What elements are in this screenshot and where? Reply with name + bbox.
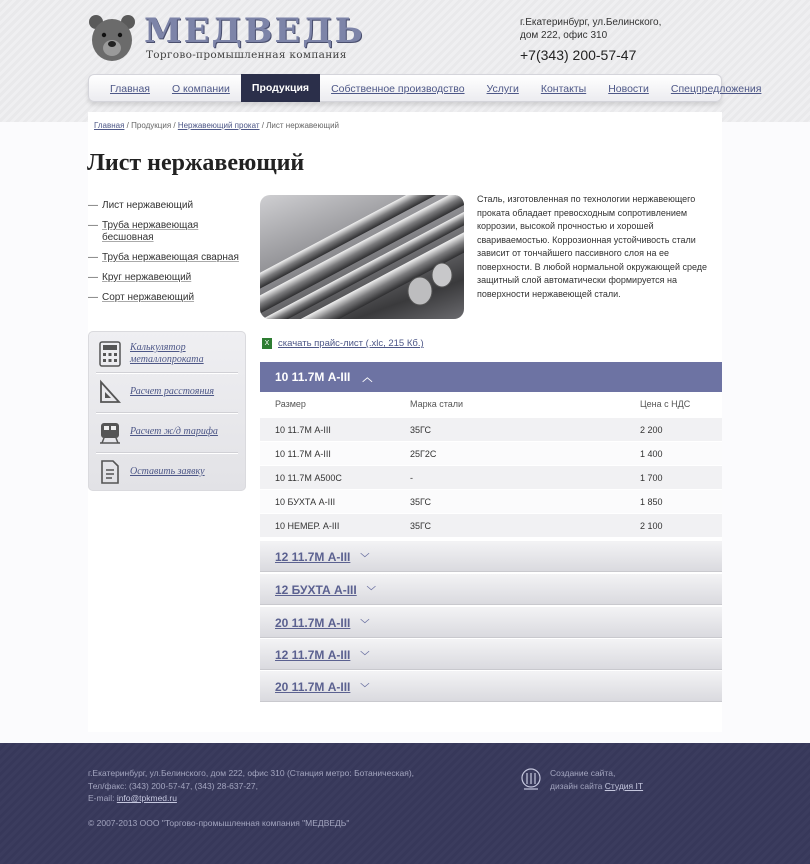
sidebar-item-round[interactable]: [88, 272, 248, 284]
breadcrumb-current: Лист нержавеющий: [266, 121, 340, 130]
nav-item-home[interactable]: Главная: [110, 83, 150, 95]
sidebar-menu: [88, 200, 248, 312]
chevron-down-icon: ﹀: [360, 553, 370, 563]
studio-design-label: дизайн сайта: [550, 780, 605, 791]
dash-icon: —: [88, 292, 98, 303]
calculator-tool[interactable]: [98, 341, 220, 367]
dash-icon: —: [88, 252, 98, 263]
breadcrumb-separator: /: [124, 121, 132, 130]
header-contacts: [520, 16, 670, 63]
sidebar-item-label: Труба нержавеющая бесшовная: [102, 220, 199, 243]
chevron-down-icon: ﹀: [360, 619, 370, 629]
column-header: Цена с НДС: [640, 399, 691, 409]
train-icon: [98, 419, 122, 445]
divider: [96, 453, 238, 454]
breadcrumb-home[interactable]: Главная: [94, 121, 125, 130]
sidebar-item-welded-pipe[interactable]: [88, 252, 248, 264]
nav-item-contacts[interactable]: Контакты: [540, 83, 587, 95]
accordion-header-closed[interactable]: [260, 606, 722, 638]
accordion-header-closed[interactable]: [260, 638, 722, 670]
header-address: [520, 16, 670, 42]
sidebar-item-sort[interactable]: [88, 292, 248, 304]
column-header: Размер: [275, 399, 306, 409]
accordion-title: 20 11.7М А-III: [275, 616, 351, 630]
ruler-triangle-icon: [98, 379, 122, 405]
distance-tool[interactable]: [98, 379, 214, 405]
footer-email-link[interactable]: info@tpkmed.ru: [116, 793, 177, 803]
product-image: [260, 195, 464, 319]
table-row: [260, 490, 722, 514]
cell-price: 1 850: [640, 497, 663, 507]
tools-panel: [88, 331, 246, 491]
product-description: Сталь, изготовленная по технологии нержавеющего проката обладает превосходным сопротивлением коррозии, высокой прочностью и хорошей свариваемостью. Коррозионная устойчивость стали зависит от тончайшего пассивного слоя на ее поверхности. В любой нормальной окружающей среде защитный слой автоматически формируется на поверхности нержавеющей стали.: [477, 194, 708, 299]
accordion-title: 12 БУХТА А-III: [275, 583, 357, 597]
page-title: Лист нержавеющий: [87, 150, 305, 176]
request-tool[interactable]: [98, 459, 205, 485]
footer-email-line: [88, 792, 488, 805]
divider: [96, 373, 238, 374]
accordion-header-closed[interactable]: [260, 670, 722, 702]
breadcrumb-category[interactable]: Нержавеющий прокат: [177, 121, 260, 130]
dash-icon: —: [88, 272, 98, 283]
footer-address: г.Екатеринбург, ул.Белинского, дом 222, офис 310 (Станция метро: Ботаническая),: [88, 768, 415, 778]
cell-size: 10 11.7М А-III: [275, 449, 331, 459]
table-header: [260, 392, 722, 418]
calculator-icon: [98, 341, 122, 367]
footer: [0, 743, 810, 864]
rail-tariff-link: Расчет ж/д тарифа: [130, 426, 218, 437]
divider: [96, 413, 238, 414]
cell-price: 1 400: [640, 449, 663, 459]
chevron-down-icon: ﹀: [366, 586, 376, 596]
footer-email-label: E-mail:: [88, 793, 117, 803]
bear-logo-icon: [86, 12, 138, 64]
studio-credit: [520, 767, 643, 793]
price-table: [260, 392, 722, 538]
download-price-list[interactable]: [262, 338, 424, 349]
cell-price: 1 700: [640, 473, 663, 483]
table-row: [260, 514, 722, 538]
table-row: [260, 442, 722, 466]
sidebar-item-label: Сорт нержавеющий: [102, 292, 195, 303]
cell-grade: 35ГС: [410, 425, 431, 435]
logo-title: МЕДВЕДЬ: [144, 11, 365, 51]
breadcrumb-separator: /: [171, 121, 178, 130]
accordion-header-closed[interactable]: [260, 540, 722, 572]
cell-grade: 25Г2С: [410, 449, 437, 459]
cell-grade: 35ГС: [410, 497, 431, 507]
address-line-2: дом 222, офис 310: [520, 30, 608, 41]
footer-phones: Тел/факс: (343) 200-57-47, (343) 28-637-27,: [88, 780, 258, 791]
address-line-1: г.Екатеринбург, ул.Белинского,: [520, 17, 662, 28]
footer-contacts: [88, 767, 488, 805]
studio-text: [550, 767, 643, 793]
studio-line-1: Создание сайта,: [550, 768, 616, 778]
cell-grade: -: [410, 473, 413, 483]
cell-size: 10 БУХТА А-III: [275, 497, 336, 507]
column-header: Марка стали: [410, 399, 464, 409]
sidebar-item-label: Круг нержавеющий: [102, 272, 192, 283]
nav-item-offers[interactable]: Спецпредложения: [670, 83, 762, 95]
nav-item-products[interactable]: Продукция: [241, 74, 320, 102]
nav-item-about[interactable]: О компании: [171, 83, 230, 95]
request-link: Оставить заявку: [130, 466, 205, 477]
nav-item-services[interactable]: Услуги: [486, 83, 519, 95]
cell-price: 2 100: [640, 521, 663, 531]
breadcrumb-separator: /: [259, 121, 267, 130]
dash-icon: —: [88, 220, 98, 231]
sidebar-item-sheet[interactable]: [88, 200, 248, 212]
calculator-link: Калькулятор металлопроката: [130, 342, 204, 365]
cell-size: 10 НЕМЕР. А-III: [275, 521, 340, 531]
cell-size: 10 11.7М А500С: [275, 473, 342, 483]
accordion-header-closed[interactable]: [260, 573, 722, 605]
header: [0, 0, 810, 122]
table-row: [260, 466, 722, 490]
accordion-title: 10 11.7М А-III: [275, 370, 351, 384]
main-nav: [88, 74, 762, 102]
cell-size: 10 11.7М А-III: [275, 425, 331, 435]
header-phone: +7(343) 200-57-47: [520, 47, 637, 63]
breadcrumb-products: Продукция: [131, 121, 172, 130]
studio-link[interactable]: Студия IT: [604, 780, 644, 791]
sidebar-item-label: Труба нержавеющая сварная: [102, 252, 239, 263]
logo[interactable]: [86, 11, 365, 64]
accordion-title: 12 11.7М А-III: [275, 550, 351, 564]
dash-icon: —: [88, 200, 98, 211]
distance-link: Расчет расстояния: [130, 386, 215, 397]
cell-price: 2 200: [640, 425, 663, 435]
xls-icon: X: [262, 338, 272, 349]
logo-subtitle: Торгово-промышленная компания: [146, 49, 347, 61]
chevron-up-icon: ︿: [362, 373, 373, 384]
download-link[interactable]: скачать прайс-лист (.xlc, 215 Кб.): [278, 338, 424, 349]
studio-line-2: [550, 780, 643, 793]
chevron-down-icon: ﹀: [360, 651, 370, 661]
sidebar-item-label: Лист нержавеющий: [102, 200, 194, 211]
studio-logo-icon: [520, 767, 542, 793]
sidebar-item-seamless-pipe[interactable]: [88, 220, 248, 244]
chevron-down-icon: ﹀: [360, 683, 370, 693]
document-icon: [98, 459, 122, 485]
steel-products-image: [260, 195, 464, 319]
breadcrumb: [94, 121, 339, 130]
accordion-title: 12 11.7М А-III: [275, 648, 351, 662]
footer-copyright: © 2007-2013 ООО "Торгово-промышленная компания "МЕДВЕДЬ": [88, 818, 350, 828]
table-row: [260, 418, 722, 442]
nav-item-production[interactable]: Собственное производство: [331, 83, 465, 95]
accordion-header-open[interactable]: [260, 362, 722, 392]
cell-grade: 35ГС: [410, 521, 431, 531]
nav-item-news[interactable]: Новости: [608, 83, 649, 95]
rail-tariff-tool[interactable]: [98, 419, 218, 445]
accordion-title: 20 11.7М А-III: [275, 680, 351, 694]
